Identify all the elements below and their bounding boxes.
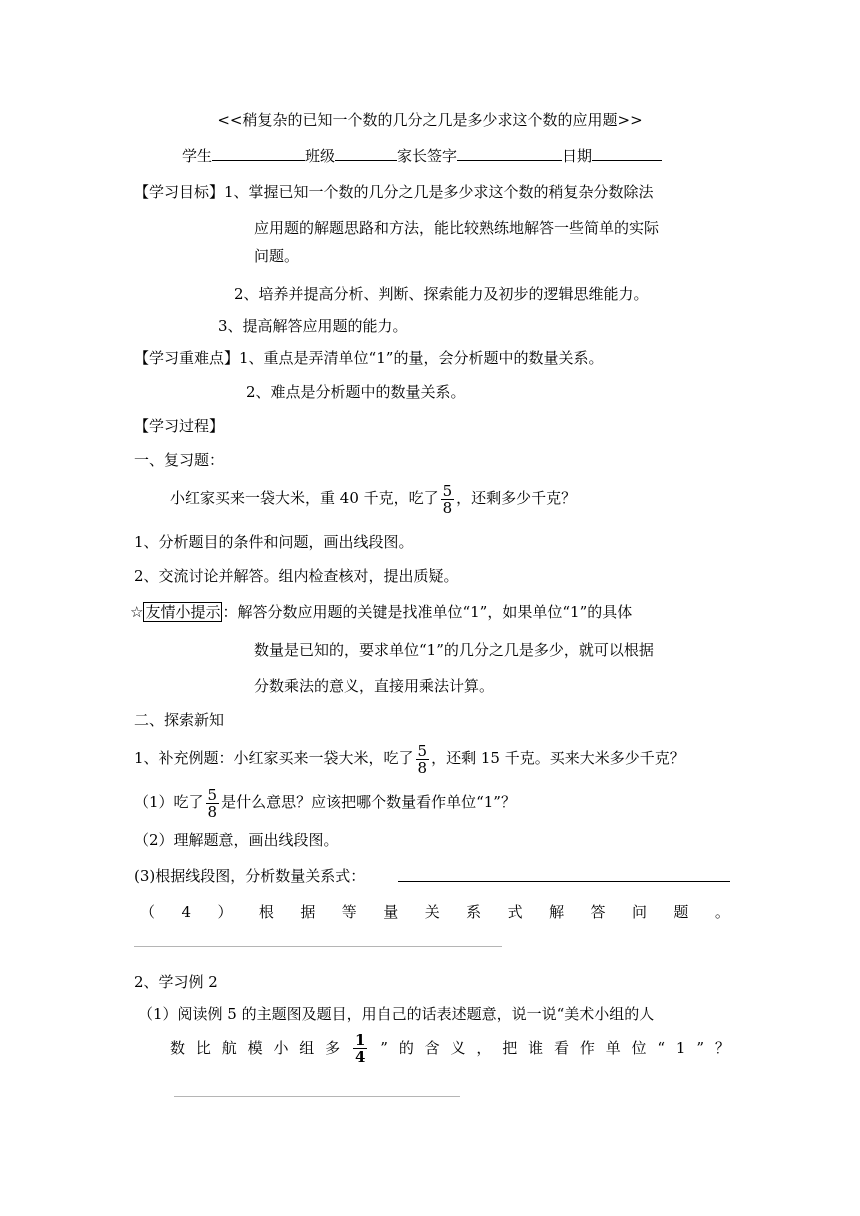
fraction-numerator: 5 (442, 481, 453, 500)
q4-char: ） (217, 903, 233, 921)
parent-label: 家长签字 (397, 147, 458, 165)
tip-text: ：解答分数应用题的关键是找准单位“1”，如果单位“1”的具体 (222, 603, 633, 621)
example-2-question-1: （1）阅读例 5 的主题图及题目，用自己的话表述题意，说一说“美术小组的人 (138, 1005, 655, 1023)
q-char: 位 (631, 1039, 647, 1057)
fraction-numerator: 5 (417, 741, 428, 760)
question-3: (3)根据线段图，分析数量关系式： (134, 867, 366, 885)
date-label: 日期 (562, 147, 593, 165)
key-2: 2、难点是分析题中的数量关系。 (246, 383, 466, 401)
example-1-text-start: 1、补充例题：小红家买来一袋大米，吃了 (134, 749, 414, 767)
fraction-denominator: 8 (207, 802, 218, 821)
fraction-five-eighths-3 (206, 787, 220, 820)
process-label: 【学习过程】 (134, 417, 225, 435)
q-char: 的 (398, 1039, 414, 1057)
fraction-denominator: 4 (355, 1047, 366, 1066)
key-line-1 (134, 348, 603, 368)
goal-1-text: 1、掌握已知一个数的几分之几是多少求这个数的稍复杂分数除法 (224, 183, 654, 201)
key-1-text: 1、重点是弄清单位“1”的量，会分析题中的数量关系。 (239, 349, 604, 367)
q4-char: 量 (383, 903, 399, 921)
q-char: ” (380, 1039, 388, 1057)
fraction-one-quarter (353, 1032, 367, 1065)
q-char: ？ (714, 1039, 730, 1057)
review-step-1: 1、分析题目的条件和问题，画出线段图。 (134, 533, 414, 551)
question-2: （2）理解题意，画出线段图。 (134, 831, 339, 849)
q-char: “ (657, 1039, 666, 1057)
goals-label: 【学习目标】 (134, 183, 225, 201)
review-heading: 一、复习题： (134, 451, 225, 469)
question-4 (140, 902, 730, 922)
answer-line-ex2[interactable] (174, 1096, 460, 1097)
q4-char: 解 (549, 903, 565, 921)
q-char: ， (476, 1039, 492, 1057)
q4-char: 系 (466, 903, 482, 921)
question-1 (134, 784, 516, 820)
tip-line-2: 数量是已知的，要求单位“1”的几分之几是多少，就可以根据 (254, 641, 654, 659)
explore-heading: 二、探索新知 (134, 711, 225, 729)
fraction-denominator: 8 (442, 498, 453, 517)
example-1-text-end: ，还剩 15 千克。买来大米多少千克？ (431, 749, 685, 767)
class-field[interactable] (335, 146, 397, 161)
q4-char: 式 (507, 903, 523, 921)
q4-char: 答 (590, 903, 606, 921)
fraction-five-eighths-2 (416, 743, 430, 776)
q4-char: 。 (714, 903, 730, 921)
q-char: 组 (299, 1039, 315, 1057)
example-2-heading: 2、学习例 2 (134, 973, 218, 991)
question-1-text-end: 是什么意思？应该把哪个数量看作单位“1”？ (221, 793, 516, 811)
student-field[interactable] (212, 146, 305, 161)
fraction-numerator: 5 (207, 785, 218, 804)
review-problem (170, 480, 576, 516)
q-char: 谁 (528, 1039, 544, 1057)
q-char: 单 (605, 1039, 621, 1057)
q-char: 作 (579, 1039, 595, 1057)
q4-char: 问 (631, 903, 647, 921)
example-1 (134, 740, 685, 776)
q-char: 看 (553, 1039, 569, 1057)
q-char: 把 (502, 1039, 518, 1057)
q-char: 含 (424, 1039, 440, 1057)
question-1-text-start: （1）吃了 (134, 793, 204, 811)
fraction-denominator: 8 (417, 758, 428, 777)
answer-line-3[interactable] (398, 881, 730, 882)
answer-line-4[interactable] (134, 946, 502, 947)
key-label: 【学习重难点】 (134, 349, 240, 367)
review-text-start: 小红家买来一袋大米，重 40 千克，吃了 (170, 489, 439, 507)
review-text-end: ，还剩多少千克？ (456, 489, 577, 507)
goals-line-1 (134, 182, 654, 202)
q-char: 义 (450, 1039, 466, 1057)
date-field[interactable] (592, 146, 662, 161)
review-step-2: 2、交流讨论并解答。组内检查核对，提出质疑。 (134, 567, 459, 585)
q4-char: 等 (341, 903, 357, 921)
q4-char: （ (140, 903, 156, 921)
q-char: 比 (195, 1039, 211, 1057)
student-label: 学生 (182, 147, 213, 165)
page-title: <<稍复杂的已知一个数的几分之几是多少求这个数的应用题>> (217, 111, 643, 129)
q4-char: 4 (181, 903, 191, 921)
parent-signature-field[interactable] (457, 146, 562, 161)
student-info-line (182, 146, 662, 166)
q4-char: 关 (424, 903, 440, 921)
fraction-five-eighths (441, 483, 455, 516)
q-char: ” (696, 1039, 704, 1057)
goal-2: 2、培养并提高分析、判断、探索能力及初步的逻辑思维能力。 (234, 285, 649, 303)
goal-1-end: 问题。 (254, 247, 300, 265)
q-char: 小 (273, 1039, 289, 1057)
q-char: 航 (221, 1039, 237, 1057)
star-icon: ☆ (130, 603, 144, 621)
tip-label-box: 友情小提示 (145, 603, 221, 621)
tip-line-1 (130, 602, 632, 622)
class-label: 班级 (305, 147, 336, 165)
goal-1-continued: 应用题的解题思路和方法，能比较熟练地解答一些简单的实际 (254, 219, 660, 237)
fraction-numerator: 1 (355, 1030, 366, 1049)
q4-char: 据 (300, 903, 316, 921)
q4-char: 根 (258, 903, 274, 921)
q-char: 多 (325, 1039, 341, 1057)
q4-char: 题 (673, 903, 689, 921)
q-char: 数 (170, 1039, 186, 1057)
example-2-question-1-continued (170, 1030, 730, 1066)
q-char: 模 (247, 1039, 263, 1057)
q-char: 1 (675, 1039, 686, 1057)
goal-3: 3、提高解答应用题的能力。 (218, 317, 408, 335)
tip-line-3: 分数乘法的意义，直接用乘法计算。 (254, 677, 495, 695)
